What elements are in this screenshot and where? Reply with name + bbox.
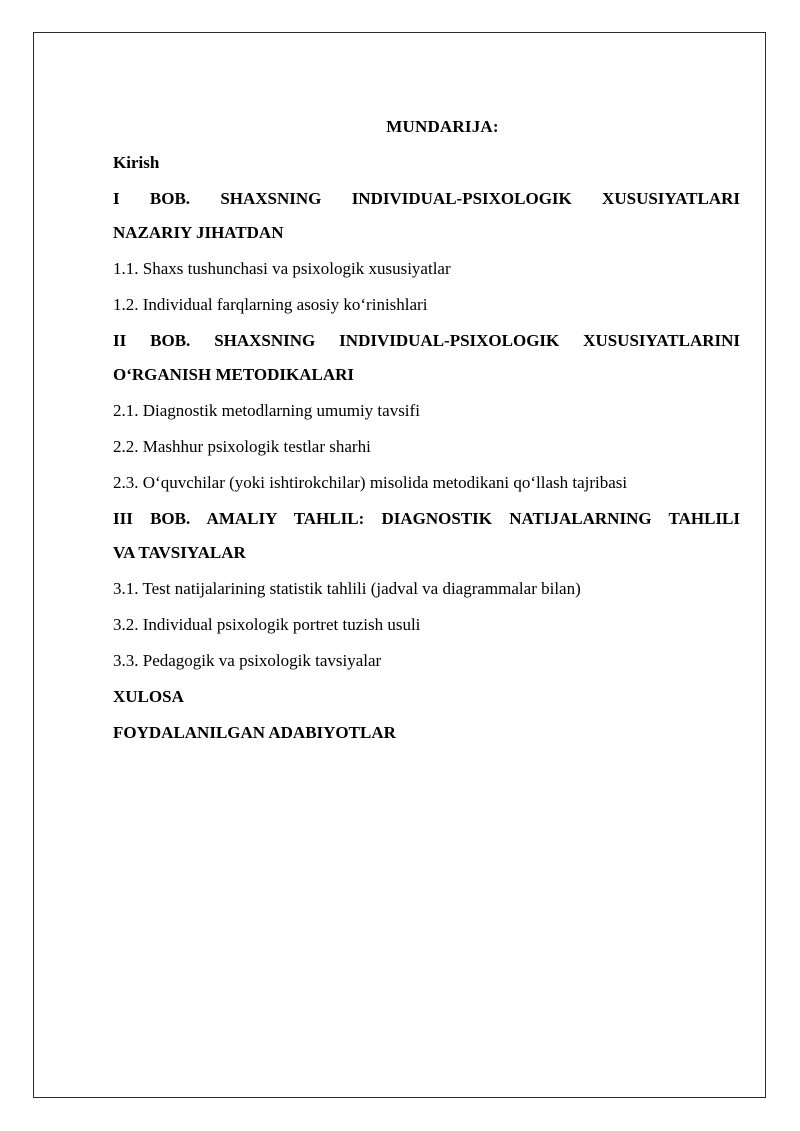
toc-section-1-2: 1.2. Individual farqlarning asosiy ko‘rinishlari <box>113 295 428 314</box>
page-title: MUNDARIJA: <box>386 117 499 136</box>
table-of-contents <box>113 114 740 746</box>
toc-chapter-3-line-2: VA TAVSIYALAR <box>113 543 246 562</box>
toc-entry-introduction: Kirish <box>113 153 160 172</box>
toc-chapter-2-line-1: II BOB. SHAXSNING INDIVIDUAL-PSIXOLOGIK XUSUSIYATLARINI <box>113 331 740 350</box>
toc-section-2-1: 2.1. Diagnostik metodlarning umumiy tavsifi <box>113 401 420 420</box>
toc-entry-conclusion: XULOSA <box>113 687 184 706</box>
toc-section-2-2: 2.2. Mashhur psixologik testlar sharhi <box>113 437 371 456</box>
toc-chapter-2-line-2: O‘RGANISH METODIKALARI <box>113 365 355 384</box>
toc-section-3-2: 3.2. Individual psixologik portret tuzish usuli <box>113 615 421 634</box>
toc-section-3-1: 3.1. Test natijalarining statistik tahlili (jadval va diagrammalar bilan) <box>113 579 581 598</box>
toc-chapter-1-line-1: I BOB. SHAXSNING INDIVIDUAL-PSIXOLOGIK XUSUSIYATLARI <box>113 189 740 208</box>
toc-section-3-3: 3.3. Pedagogik va psixologik tavsiyalar <box>113 651 382 670</box>
toc-chapter-1-line-2: NAZARIY JIHATDAN <box>113 223 284 242</box>
toc-section-2-3: 2.3. O‘quvchilar (yoki ishtirokchilar) misolida metodikani qo‘llash tajribasi <box>113 473 628 492</box>
toc-section-1-1: 1.1. Shaxs tushunchasi va psixologik xususiyatlar <box>113 259 451 278</box>
toc-chapter-3-line-1: III BOB. AMALIY TAHLIL: DIAGNOSTIK NATIJALARNING TAHLILI <box>113 509 740 528</box>
toc-entry-references: FOYDALANILGAN ADABIYOTLAR <box>113 723 396 742</box>
